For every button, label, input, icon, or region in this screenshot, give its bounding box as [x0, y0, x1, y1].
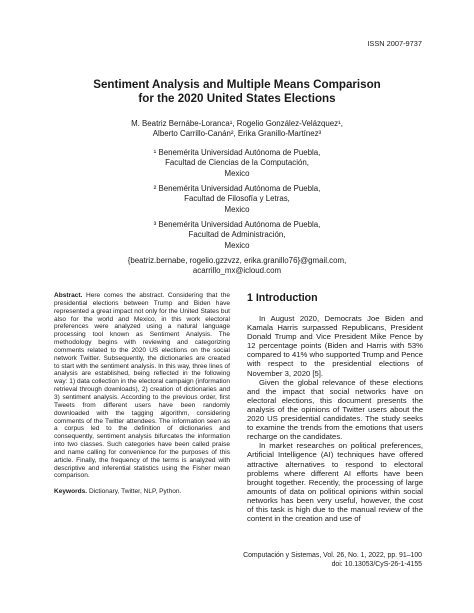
page-footer — [243, 551, 422, 569]
keywords-paragraph — [54, 488, 230, 496]
section-heading: 1 Introduction — [247, 292, 318, 304]
journal-citation: Computación y Sistemas, Vol. 26, No. 1, 2022, pp. 91–100 — [243, 552, 422, 559]
affiliation-line: Facultad de Filosofía y Letras, — [184, 194, 290, 204]
abstract-text: Here comes the abstract. Considering that the presidential elections between Trump and Biden have represented a great impact not only for the United States but also for the world and Mexico, in this work electoral preferences were analyzed using a natural language processing tool known as Sentiment Analysis. The methodology begins with reviewing and categorizing comments related to the 2020 US elections on the social network Twitter. Subsequently, the dictionaries are created to start with the sentiment analysis. In this way, three lines of analysis are established, being reflected in the following way: 1) data collection in the electoral campaign (information retrieval through downloads), 2) creation of dictionaries and 3) sentiment analysis. According to the previous order, first Tweets from different users have been randomly downloaded with the tagging algorithm, considering comments of the Twitter attendees. The information seen as a corpus led to the definition of dictionaries and consequently, sentiment analysis bifurcates the information into two classes. Such categories have been called praise and name calling for convenience for the purposes of this article. Finally, the frequency of the terms is analyzed with descriptive and inferential statistics using the Fisher mean comparison. — [54, 292, 230, 480]
abstract-label: Abstract. — [54, 292, 83, 299]
affiliation-2 — [0, 184, 474, 215]
intro-paragraph-1: In August 2020, Democrats Joe Biden and Kamala Harris surpassed Republicans, President Donald Trump and Vice President Mike Pence by 12 percentage points (Biden and Harris with 53% compared to 41% who supported Trump and Pence with respect to the presidential elections of November 3, 2020 [5]. — [247, 314, 423, 378]
abstract-paragraph — [54, 292, 230, 480]
keywords-text: Dictionary, Twitter, NLP, Python. — [88, 488, 182, 496]
affiliation-1 — [0, 148, 474, 179]
keywords-label: Keywords. — [54, 488, 88, 496]
author-list — [0, 119, 474, 140]
authors-line-2: Alberto Carrillo-Canán², Erika Granillo-Martínez³ — [152, 129, 322, 139]
affiliation-line: ¹ Benemérita Universidad Autónoma de Puebla, — [153, 148, 321, 157]
email-line-2: acarrillo_mx@icloud.com — [192, 266, 282, 276]
affiliation-line: ² Benemérita Universidad Autónoma de Puebla, — [153, 184, 321, 193]
email-line-1: {beatriz.bernabe, rogelio.gzzvzz, erika.granillo76}@gmail.com, — [127, 256, 347, 265]
title-line-2: for the 2020 United States Elections — [138, 92, 336, 105]
intro-paragraph-2: Given the global relevance of these elections and the impact that social networks have on electoral elections, this document presents the analysis of the opinions of Twitter users about the 2020 US presidential candidates. The study seeks to examine the trends from the emotions that users recharge on the candidates. — [247, 377, 423, 442]
intro-paragraph-3: In market researches on political preferences, Artificial Intelligence (AI) techniques have offered attractive alternatives to respond to electoral problems where different AI efforts have been brought together. Recently, the processing of large amounts of data on political opinions within social networks has been very useful, however, the cost of this task is high due to the manual review of the content in the creation and use of — [247, 441, 423, 524]
affiliation-line: ³ Benemérita Universidad Autónoma de Puebla, — [153, 220, 321, 229]
affiliation-line: Mexico — [224, 168, 250, 178]
affiliation-line: Facultad de Ciencias de la Computación, — [165, 158, 309, 168]
affiliation-line: Facultad de Administración, — [188, 230, 286, 240]
title-line-1: Sentiment Analysis and Multiple Means Comparison — [93, 78, 381, 91]
affiliation-3 — [0, 220, 474, 251]
issn-label: ISSN 2007-9737 — [367, 39, 422, 48]
affiliation-line: Mexico — [224, 240, 250, 250]
abstract-column — [54, 292, 230, 496]
introduction-column — [247, 292, 423, 523]
doi-label: doi: 10.13053/CyS-26-1-4155 — [331, 561, 422, 568]
paper-title — [0, 78, 474, 106]
authors-line-1: M. Beatriz Bernábe-Loranca¹, Rogelio González-Velázquez¹, — [131, 119, 343, 128]
author-emails — [0, 256, 474, 277]
affiliation-line: Mexico — [224, 204, 250, 214]
